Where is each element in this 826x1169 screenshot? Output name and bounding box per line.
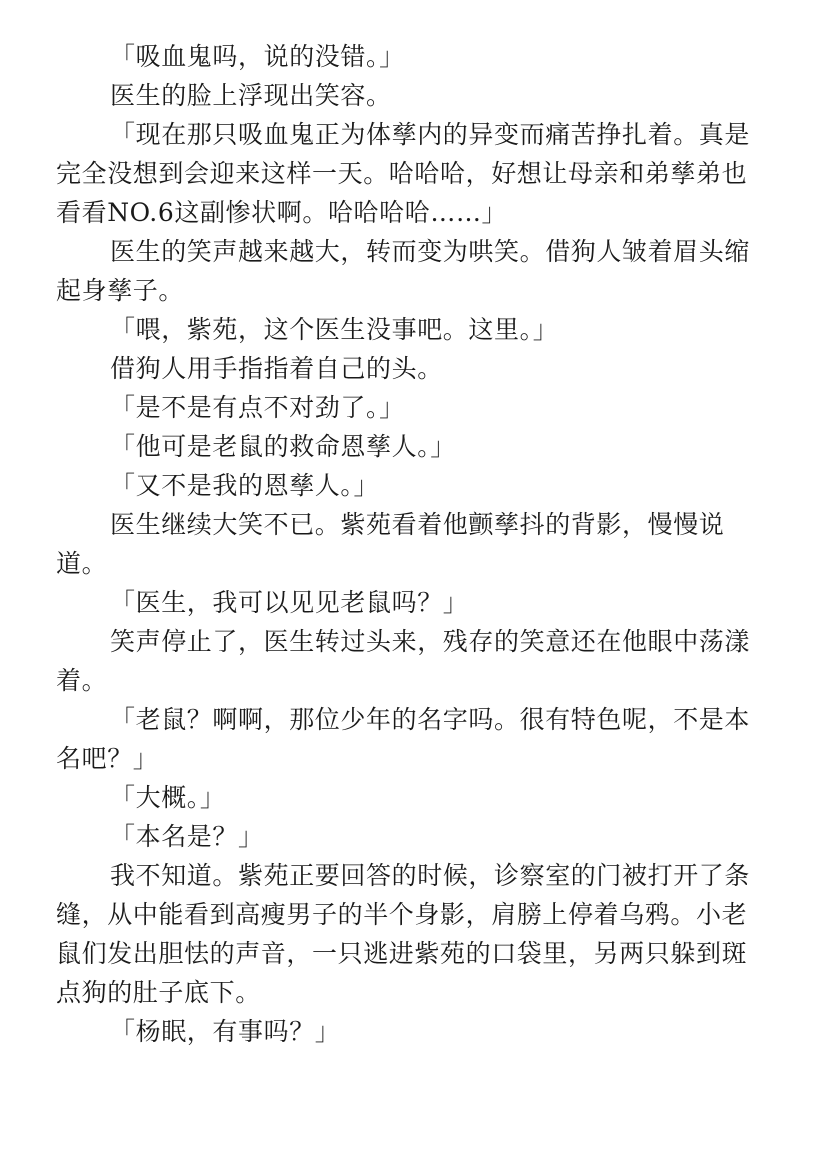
paragraph-11: 「医生，我可以见见老鼠吗？」 [110,588,469,617]
paragraph-4: 医生的笑声越来越大，转而变为哄笑。借狗人皱着眉头缩起身孳子。 [56,237,751,305]
document-page [56,37,750,1051]
paragraph-14: 「大概。」 [110,783,226,812]
paragraph-13: 「老鼠？啊啊，那位少年的名字吗。很有特色呢，不是本名吧？」 [56,705,751,773]
paragraph-15: 「本名是？」 [110,822,264,851]
paragraph-17: 「杨眠，有事吗？」 [110,1017,341,1046]
paragraph-16: 我不知道。紫苑正要回答的时候，诊察室的门被打开了条缝，从中能看到高瘦男子的半个身影，肩膀上停着乌鸦。小老鼠们发出胆怯的声音，一只逃进紫苑的口袋里，另两只躲到斑点狗的肚子底下。 [56,861,751,1007]
paragraph-7: 「是不是有点不对劲了。」 [110,393,405,422]
paragraph-12: 笑声停止了，医生转过头来，残存的笑意还在他眼中荡漾着。 [56,627,751,695]
paragraph-3: 「现在那只吸血鬼正为体孳内的异变而痛苦挣扎着。真是完全没想到会迎来这样一天。哈哈哈，好想让母亲和弟孳弟也看看NO.6这副惨状啊。哈哈哈哈……」 [56,120,751,227]
paragraph-10: 医生继续大笑不已。紫苑看着他颤孳抖的背影，慢慢说道。 [56,510,725,578]
paragraph-9: 「又不是我的恩孳人。」 [110,471,380,500]
paragraph-6: 借狗人用手指指着自己的头。 [110,354,443,383]
paragraph-8: 「他可是老鼠的救命恩孳人。」 [110,432,456,461]
paragraph-2: 医生的脸上浮现出笑容。 [110,81,392,110]
paragraph-5: 「喂，紫苑，这个医生没事吧。这里。」 [110,315,559,344]
paragraph-1: 「吸血鬼吗，说的没错。」 [110,42,405,71]
